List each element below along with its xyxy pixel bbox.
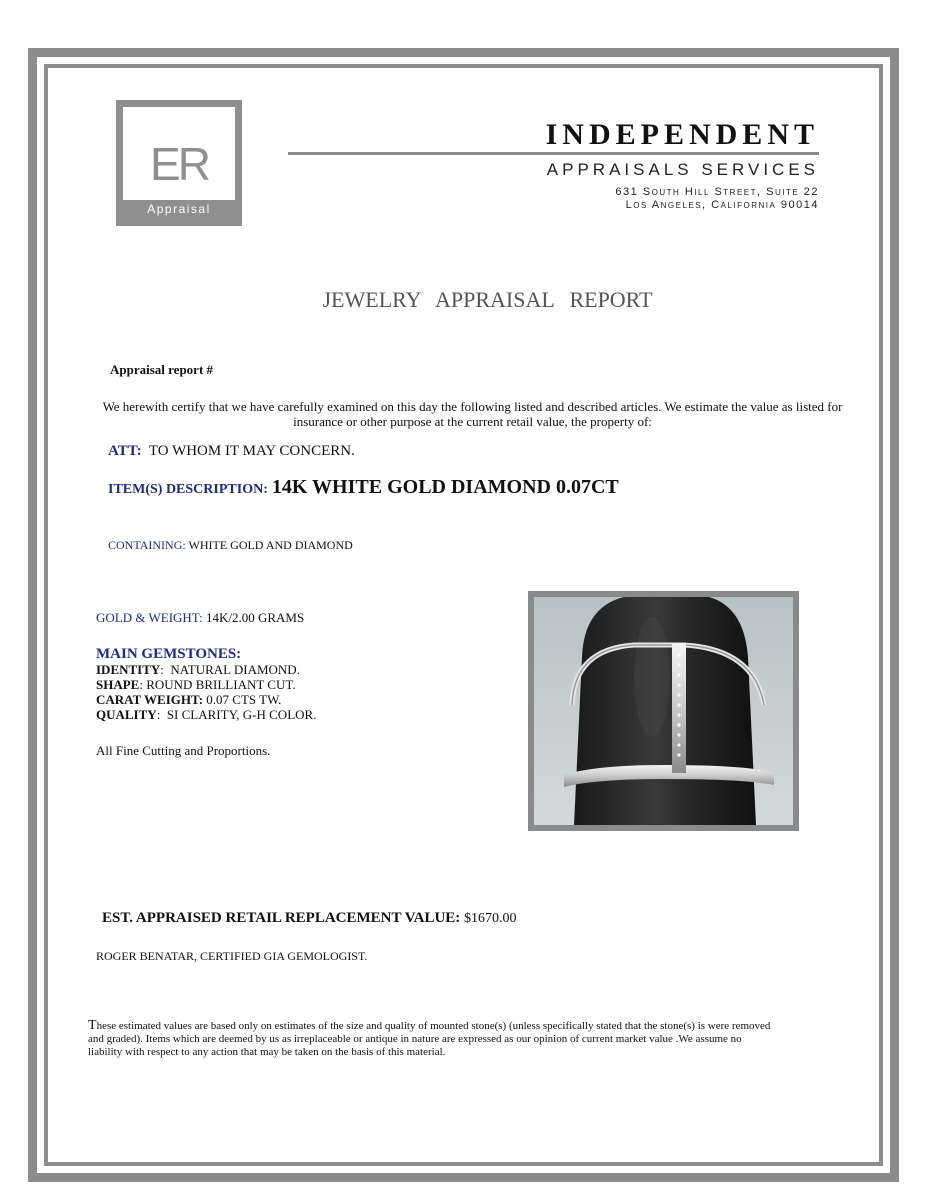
gold-weight-value: 14K/2.00 GRAMS: [205, 610, 305, 625]
logo-panel: [123, 107, 235, 200]
company-divider: [288, 152, 819, 155]
report-number-label: Appraisal report #: [110, 362, 214, 377]
gem-carat-value: 0.07 CTS TW.: [206, 692, 282, 707]
logo-caption: Appraisal: [147, 202, 211, 216]
main-gemstones-section: [96, 647, 316, 722]
item-description-label: ITEM(S) DESCRIPTION:: [108, 482, 268, 497]
gold-weight-label: GOLD & WEIGHT:: [96, 610, 203, 625]
gem-quality-row: QUALITY: SI CLARITY, G-H COLOR.: [96, 707, 317, 722]
company-name: INDEPENDENT: [545, 118, 819, 151]
gem-identity-row: IDENTITY: NATURAL DIAMOND.: [96, 662, 300, 677]
gem-carat-row: [96, 692, 316, 707]
gem-shape-value: ROUND BRILLIANT CUT.: [146, 677, 296, 692]
company-address-line1: 631 South Hill Street, Suite 22: [615, 186, 819, 198]
gem-shape-row: SHAPE: ROUND BRILLIANT CUT.: [96, 677, 296, 692]
company-logo: [116, 100, 242, 226]
disclaimer: [88, 1019, 778, 1059]
disclaimer-text: hese estimated values are based only on estimates of the size and quality of mounted stone(s) (unless specifically stated that the stone(s) is were removed and graded). Items which are deemed by us as irreplaceable or antique in nature are expressed as our opinion of current market value .We assume no liability with respect to any action that may be taken on the basis of this material.: [88, 1020, 771, 1058]
item-description: [108, 476, 619, 499]
gem-quality-value: SI CLARITY, G-H COLOR.: [166, 707, 317, 722]
estimated-value-amount: $1670.00: [464, 911, 517, 926]
fine-cutting-note: All Fine Cutting and Proportions.: [96, 743, 271, 758]
gold-weight-line: [96, 610, 304, 626]
containing-line: [108, 538, 353, 553]
containing-label: CONTAINING:: [108, 538, 186, 552]
attention-line: [108, 443, 355, 460]
company-subtitle: APPRAISALS SERVICES: [546, 160, 819, 179]
attention-value: TO WHOM IT MAY CONCERN.: [148, 443, 355, 459]
estimated-value-line: [102, 910, 517, 927]
gem-shape-label: SHAPE: [96, 677, 140, 692]
containing-value: WHITE GOLD AND DIAMOND: [188, 538, 353, 552]
disclaimer-first-letter: T: [88, 1018, 97, 1033]
gem-identity-value: NATURAL DIAMOND.: [170, 662, 300, 677]
estimated-value-label: EST. APPRAISED RETAIL REPLACEMENT VALUE:: [102, 910, 461, 926]
signer-line: ROGER BENATAR, CERTIFIED GIA GEMOLOGIST.: [96, 949, 368, 963]
certification-text: We herewith certify that we have carefully examined on this day the following listed and described articles. We estimate the value as listed for insurance or other purpose at the current retail value, the property of:: [102, 399, 843, 429]
item-description-value: 14K WHITE GOLD DIAMOND 0.07CT: [271, 476, 619, 498]
attention-label: ATT:: [108, 443, 142, 459]
ring-photo: [528, 591, 799, 831]
main-gemstones-title: MAIN GEMSTONES:: [96, 646, 242, 662]
report-title: JEWELRY APPRAISAL REPORT: [322, 287, 653, 312]
gem-carat-label: CARAT WEIGHT:: [96, 692, 204, 707]
gem-quality-label: QUALITY: [96, 707, 157, 722]
logo-mark: ER: [150, 138, 208, 190]
company-address-line2: Los Angeles, California 90014: [625, 199, 819, 211]
gem-identity-label: IDENTITY: [96, 662, 161, 677]
ring-photo-image: [534, 597, 793, 825]
